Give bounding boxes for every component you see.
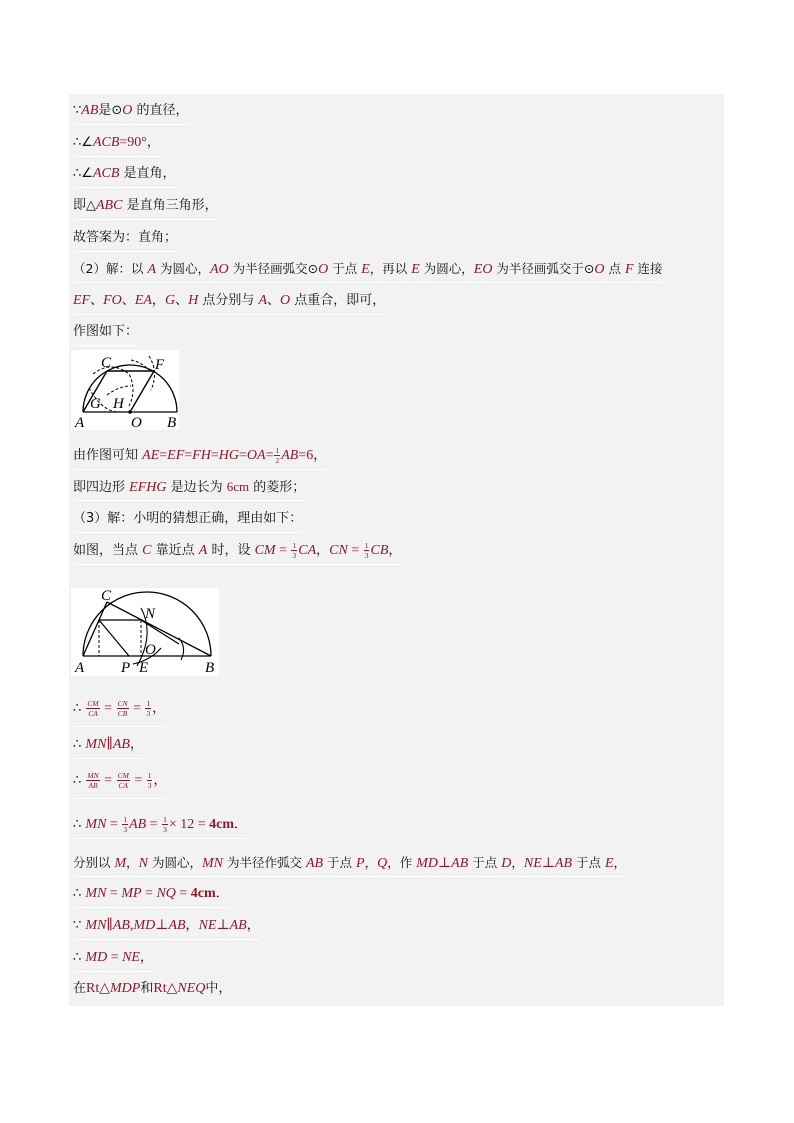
text-line-12: 如图，当点 C 靠近点 A 时，设 CM = $\frac{1}{3}$ CA，CN = $\frac{1}{3}$ CB， — [73, 538, 401, 565]
text-line-4: 即△ABC 是直角三角形， — [73, 193, 218, 220]
text-line-15: ∴ $\frac{MN}{AB}$ = $\frac{CM}{CA}$ = $\frac{1}{3}$ ， — [73, 764, 166, 799]
fig1-label-b: B — [167, 415, 177, 430]
text-line-7: EF、FO、EA，G、H 点分别与 A、O 点重合，即可， — [73, 288, 385, 315]
fig1-label-h: H — [113, 396, 124, 412]
fig1-label-f: F — [155, 357, 165, 373]
text-line-20: ∴ MD = NE， — [73, 945, 153, 972]
figure-1-svg — [71, 350, 179, 430]
fig2-label-n: N — [145, 606, 156, 622]
text-line-2: ∴∠ACB=90°， — [73, 130, 160, 157]
solution-block — [69, 94, 724, 1006]
figure-rhombus-construction — [71, 350, 179, 430]
text-line-5: 故答案为：直角； — [73, 225, 177, 252]
text-line-19: ∵ MN∥AB,MD⊥AB，NE⊥AB， — [73, 913, 260, 940]
text-line-1: ∵AB是⊙O 的直径， — [73, 98, 189, 125]
text-line-14: ∴ MN∥AB， — [73, 732, 143, 759]
text-line-6: （2）解：以 A 为圆心，AO 为半径画弧交⊙O 于点 E，再以 E 为圆心，EO 为半径画弧交于⊙O 点 F 连接 — [73, 256, 663, 283]
fig2-label-a: A — [75, 660, 85, 676]
fig2-label-e: E — [139, 660, 149, 676]
fig2-label-c: C — [101, 588, 112, 604]
text-line-10: 即四边形 EFHG 是边长为 6cm 的菱形； — [73, 474, 305, 501]
fig2-label-b: B — [205, 660, 215, 676]
fig2-label-o: O — [145, 642, 156, 658]
text-line-17: 分别以 M，N 为圆心，MN 为半径作弧交 AB 于点 P，Q，作 MD⊥AB 于点 D，NE⊥AB 于点 E， — [73, 850, 626, 877]
fig2-label-p: P — [121, 660, 131, 676]
figure-2-svg — [71, 588, 219, 676]
text-line-11: （3）解：小明的猜想正确，理由如下： — [73, 506, 302, 533]
figure-midline-construction — [71, 588, 219, 676]
fig1-label-c: C — [101, 355, 112, 371]
text-line-13: ∴ $\frac{CM}{CA}$ = $\frac{CN}{CB}$ = $\frac{1}{3}$ ， — [73, 692, 165, 727]
fig1-label-a: A — [75, 415, 85, 430]
text-line-16: ∴ MN = $\frac{1}{3}$ AB = $\frac{1}{3}$ × 12 = 4cm． — [73, 812, 247, 839]
text-line-21: 在Rt△MDP和Rt△NEQ中， — [73, 981, 232, 996]
text-line-8: 作图如下： — [73, 319, 138, 346]
text-line-18: ∴ MN = MP = NQ = 4cm． — [73, 881, 229, 908]
text-line-3: ∴∠ACB 是直角， — [73, 161, 176, 188]
fig1-label-g: G — [90, 396, 101, 412]
fig1-label-o: O — [131, 415, 142, 430]
text-line-9: 由作图可知 AE=EF=FH=HG=OA= $\frac{1}{2}$ AB=6， — [73, 443, 326, 470]
